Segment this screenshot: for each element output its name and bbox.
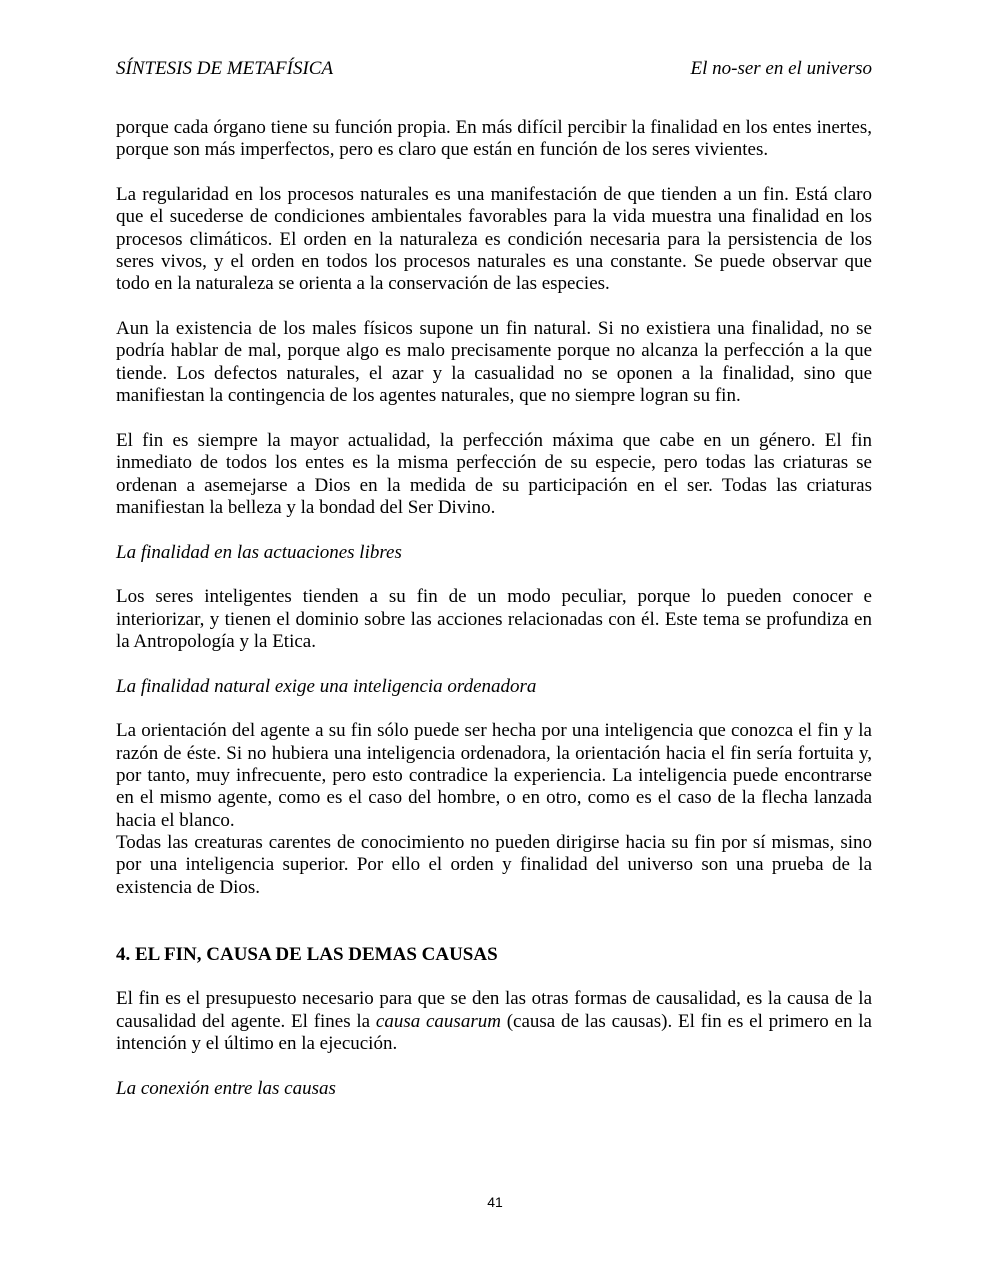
paragraph: Aun la existencia de los males físicos supone un fin natural. Si no existiera una finalidad, no se podría hablar de mal, porque algo es malo precisamente porque no alcanza la perfección a la que tiende. Los defectos naturales, el azar y la casualidad no se oponen a la finalidad, sino que manifiestan la contingencia de los agentes naturales, que no siempre logran su fin. [116, 318, 872, 407]
latin-term: causa causarum [375, 1010, 501, 1032]
page-body [116, 117, 872, 1122]
text: (causa de las causas). El fin es el primero en la intención y el último en la ejecución. [116, 1010, 872, 1055]
paragraph: La regularidad en los procesos naturales es una manifestación de que tienden a un fin. Está claro que el sucederse de condiciones ambientales favorables para la vida muestra una finalidad en los procesos climáticos. El orden en la naturaleza es condición necesaria para la persistencia de los seres vivos, y el orden en todos los procesos naturales es una constante. Se puede observar que todo en la naturaleza se orienta a la conservación de las especies. [116, 184, 872, 295]
header-chapter-title: El no-ser en el universo [690, 58, 872, 79]
paragraph: La orientación del agente a su fin sólo puede ser hecha por una inteligencia que conozca el fin y la razón de éste. Si no hubiera una inteligencia ordenadora, la orientación hacia el fin sería fortuita y, por tanto, muy infrecuente, pero esto contradice la experiencia. La inteligencia puede encontrarse en el mismo agente, como es el caso del hombre, o en otro, como es el caso de la flecha lanzada hacia el blanco. [116, 720, 872, 831]
paragraph: El fin es siempre la mayor actualidad, la perfección máxima que cabe en un género. El fin inmediato de todos los entes es la misma perfección de su especie, pero todas las criaturas se ordenan a asemejarse a Dios en la medida de su participación en el ser. Todas las criaturas manifiestan la belleza y la bondad del Ser Divino. [116, 429, 872, 518]
paragraph: Los seres inteligentes tienden a su fin de un modo peculiar, porque lo pueden conocer e interiorizar, y tienen el dominio sobre las acciones relacionadas con él. Este tema se profundiza en la Antropología y la Etica. [116, 586, 872, 652]
running-header [116, 58, 872, 80]
page-number: 41 [487, 1194, 503, 1210]
paragraph [116, 988, 872, 1055]
text: El fin es el presupuesto necesario para que se den las otras formas de causalidad, es la causa de la causalidad del agente. El fines la [116, 988, 872, 1032]
subheading: La conexión entre las causas [116, 1077, 336, 1099]
subheading: La finalidad en las actuaciones libres [116, 541, 402, 563]
paragraph: Todas las creaturas carentes de conocimiento no pueden dirigirse hacia su fin por sí mismas, sino por una inteligencia superior. Por ello el orden y finalidad del universo son una prueba de la existencia de Dios. [116, 832, 872, 898]
section-heading: 4. EL FIN, CAUSA DE LAS DEMAS CAUSAS [116, 943, 498, 965]
subheading: La finalidad natural exige una inteligencia ordenadora [116, 675, 537, 697]
header-book-title: SÍNTESIS DE METAFÍSICA [116, 58, 334, 79]
paragraph: porque cada órgano tiene su función propia. En más difícil percibir la finalidad en los entes inertes, porque son más imperfectos, pero es claro que están en función de los seres vivientes. [116, 117, 872, 161]
